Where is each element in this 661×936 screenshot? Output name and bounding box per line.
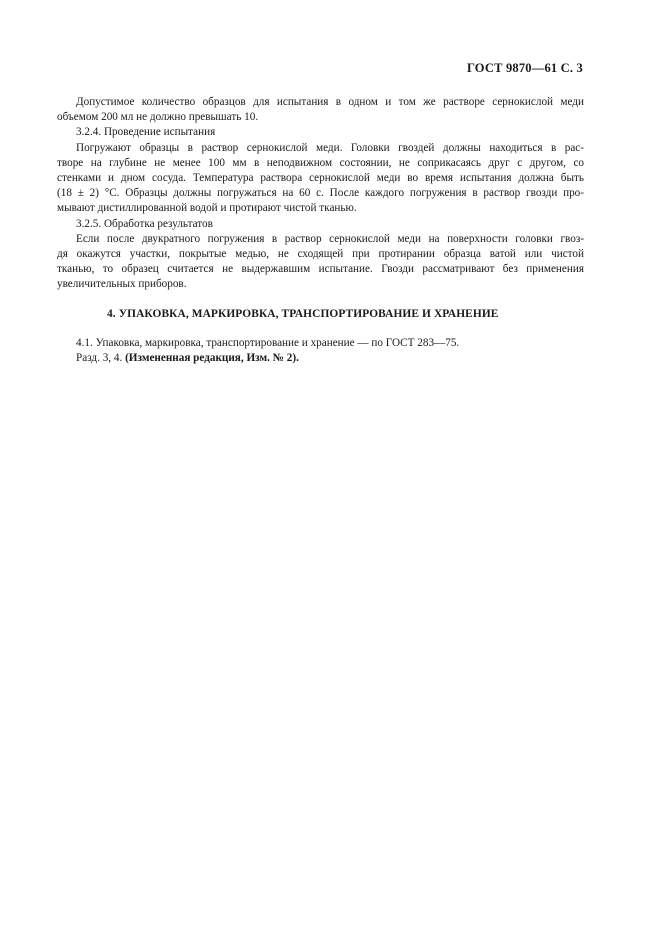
amendment-note-prefix: Разд. 3, 4.: [76, 352, 126, 365]
document-body: [57, 95, 584, 366]
paragraph-line: стенками и дном сосуда. Температура раствора сернокислой меди во время испытания должна быть: [57, 172, 584, 185]
paragraph-line: мывают дистиллированной водой и протирают чистой тканью.: [57, 202, 357, 215]
paragraph-line: дя окажутся участки, покрытые медью, не сходящей при протирании образца ватой или чистой: [57, 248, 584, 261]
item-4-1: 4.1. Упаковка, маркировка, транспортирование и хранение — по ГОСТ 283—75.: [76, 336, 460, 349]
amendment-note-bold: (Измененная редакция, Изм. № 2).: [125, 352, 299, 365]
paragraph-line: тканью, то образец считается не выдержавшим испытание. Гвозди рассматривают без применения: [57, 263, 584, 276]
paragraph-line: объемом 200 мл не должно превышать 10.: [57, 111, 259, 124]
subsection-heading-3-2-4: 3.2.4. Проведение испытания: [76, 126, 216, 139]
paragraph-line: творе на глубине не менее 100 мм в неподвижном состоянии, не соприкасаясь друг с другом, со: [57, 156, 584, 169]
paragraph-line: Погружают образцы в раствор сернокислой меди. Головки гвоздей должны находиться в рас-: [76, 141, 584, 154]
amendment-note: [57, 351, 584, 366]
paragraph-line: Допустимое количество образцов для испытания в одном и том же растворе сернокислой меди: [76, 96, 584, 108]
page-header: ГОСТ 9870—61 С. 3: [466, 61, 583, 75]
paragraph-line: Если после двукратного погружения в раствор сернокислой меди на поверхности головки гвоз-: [76, 232, 584, 245]
section-4-title: 4. УПАКОВКА, МАРКИРОВКА, ТРАНСПОРТИРОВАНИЕ И ХРАНЕНИЕ: [107, 307, 499, 320]
subsection-heading-3-2-5: 3.2.5. Обработка результатов: [76, 217, 213, 230]
paragraph-line: увеличительных приборов.: [57, 278, 187, 291]
paragraph-line: (18 ± 2) °С. Образцы должны погружаться на 60 с. После каждого погружения в раствор гвозди про-: [57, 187, 584, 200]
